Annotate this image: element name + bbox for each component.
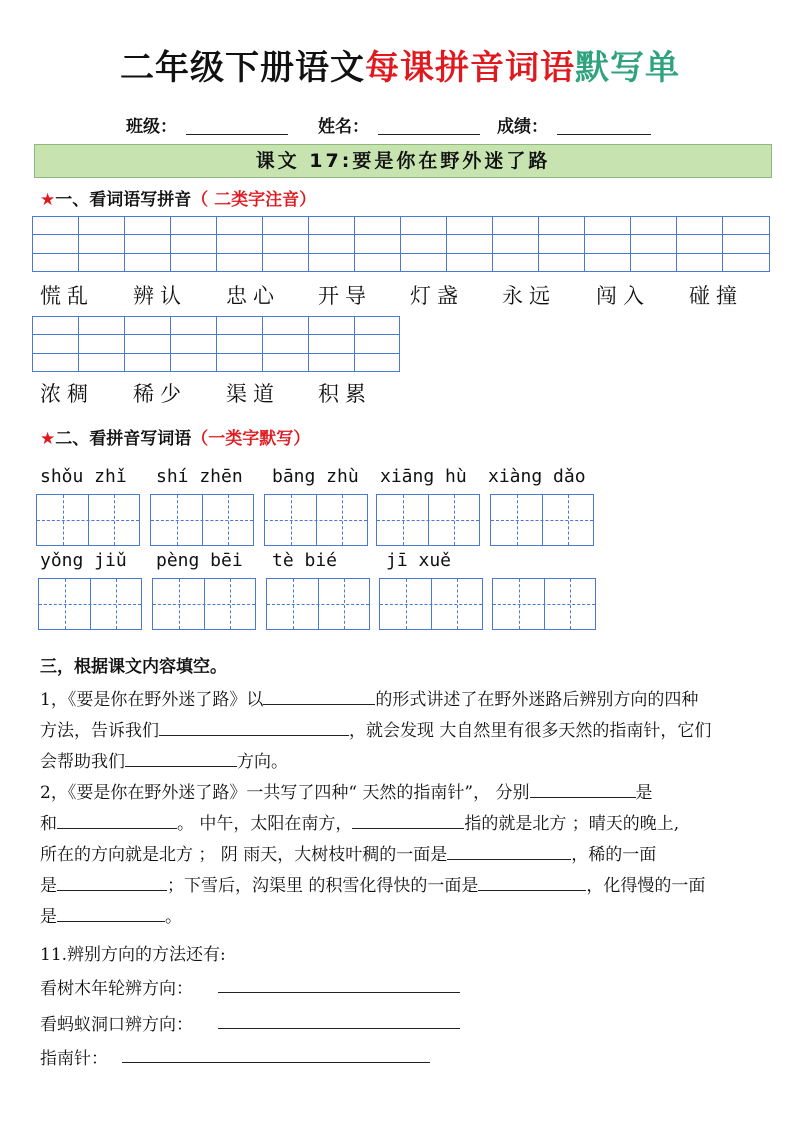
q1-text: 方向。: [237, 752, 288, 772]
word-item: 慌乱: [40, 284, 94, 308]
q2-blank-2[interactable]: [57, 812, 177, 829]
pinyin-grid-row2[interactable]: [32, 316, 400, 372]
writing-box[interactable]: [376, 494, 480, 546]
q2-text: 。: [165, 907, 182, 927]
pinyin-label: shí zhēn: [156, 466, 243, 487]
class-label: 班级：: [126, 117, 177, 137]
q1-line2: [40, 716, 711, 741]
q2-text: ，化得慢的一面: [586, 876, 706, 896]
q1-text: 会帮助我们: [40, 752, 125, 772]
lesson-banner: 课文 17:要是你在野外迷了路: [34, 144, 772, 178]
q1-blank-direction[interactable]: [125, 750, 237, 767]
word-item: 忠心: [226, 284, 280, 308]
q2-blank-4[interactable]: [447, 843, 571, 860]
q1-text: 的形式讲述了在野外迷路后辨别方向的四种: [375, 690, 699, 710]
word-item: 辨认: [133, 284, 187, 308]
word-item: 积累: [318, 382, 372, 406]
writing-box[interactable]: [379, 578, 483, 630]
q2-blank-6[interactable]: [478, 874, 586, 891]
star-icon: ★: [40, 429, 56, 449]
q2-text: 所在的方向就是北方 ； 阴 雨天，大树枝叶稠的一面是: [40, 845, 448, 865]
writing-box[interactable]: [152, 578, 256, 630]
q1-line1: [40, 685, 698, 710]
writing-box[interactable]: [150, 494, 254, 546]
q2-text: 是: [635, 783, 653, 803]
score-field[interactable]: [557, 134, 651, 135]
q2-blank-3[interactable]: [352, 812, 464, 829]
q1-blank-tell[interactable]: [159, 719, 349, 736]
q2-text: 。 中午，太阳在南方，: [177, 814, 353, 834]
title-part-grade: 二年级下册语文: [120, 48, 365, 88]
q2-text: 是: [40, 876, 57, 896]
writing-box[interactable]: [492, 578, 596, 630]
q3-compass-blank[interactable]: [122, 1062, 430, 1063]
section1-note: （ 二类字注音）: [191, 190, 317, 210]
q2-text: 2，《要是你在野外迷了路》一共写了四种“ 天然的指南针”， 分别: [40, 783, 530, 803]
q2-text: ；下雪后，沟渠里 的积雪化得快的一面是: [167, 876, 479, 896]
q2-line3: [40, 840, 656, 865]
pinyin-label: pèng bēi: [156, 550, 243, 571]
q2-blank-1[interactable]: [530, 781, 636, 798]
writing-box[interactable]: [490, 494, 594, 546]
pinyin-label: xiàng dǎo: [488, 466, 586, 487]
word-item: 碰撞: [689, 284, 743, 308]
section1-heading: [40, 185, 316, 210]
pinyin-grid-row1[interactable]: [32, 216, 770, 272]
pinyin-label: shǒu zhǐ: [40, 466, 127, 487]
score-label: 成绩：: [497, 117, 548, 137]
q3-tree-rings-label: 看树木年轮辨方向：: [40, 979, 193, 999]
pinyin-label: yǒng jiǔ: [40, 550, 127, 571]
word-item: 开导: [318, 284, 372, 308]
name-label: 姓名：: [318, 117, 369, 137]
star-icon: ★: [40, 190, 56, 210]
q1-blank-form[interactable]: [263, 688, 375, 705]
word-item: 闯入: [596, 284, 650, 308]
q2-text: ，稀的一面: [571, 845, 657, 865]
q1-text: 方法，告诉我们: [40, 721, 159, 741]
word-item: 永远: [502, 284, 556, 308]
q1-text: 1，《要是你在野外迷了路》以: [40, 690, 264, 710]
title-part-pinyin: 每课拼音词语: [365, 48, 575, 88]
q2-text: 是: [40, 907, 57, 927]
word-item: 灯盏: [410, 284, 464, 308]
q3-ant-hole-blank[interactable]: [218, 1028, 460, 1029]
section2-note: （一类字默写）: [191, 429, 311, 449]
student-info-row: [0, 108, 800, 138]
section3-heading: 三，根据课文内容填空。: [40, 657, 227, 677]
word-item: 稀少: [133, 382, 187, 406]
section2-label: 二、看拼音写词语: [55, 429, 192, 449]
pinyin-label: xiāng hù: [380, 466, 467, 487]
page-title: [0, 40, 800, 89]
pinyin-label: tè bié: [272, 550, 338, 571]
writing-box[interactable]: [266, 578, 370, 630]
writing-box[interactable]: [264, 494, 368, 546]
q1-line3: [40, 747, 288, 772]
title-part-dictation: 默写单: [575, 48, 680, 88]
q2-blank-7[interactable]: [57, 905, 165, 922]
q2-text: 指的就是北方 ；晴天的晚上,: [464, 814, 680, 834]
q2-text: 和: [40, 814, 57, 834]
q2-blank-5[interactable]: [57, 874, 167, 891]
q3-compass-label: 指南针：: [40, 1049, 108, 1069]
pinyin-label: jī xuě: [386, 550, 452, 571]
word-item: 浓稠: [40, 382, 94, 406]
section2-heading: [40, 424, 310, 449]
q2-line5: [40, 902, 182, 927]
name-field[interactable]: [378, 134, 480, 135]
pinyin-label: bāng zhù: [272, 466, 359, 487]
q2-line2: [40, 809, 679, 834]
q3-heading: 11.辨别方向的方法还有:: [40, 945, 226, 965]
writing-box[interactable]: [36, 494, 140, 546]
writing-box[interactable]: [38, 578, 142, 630]
q2-line4: [40, 871, 705, 896]
q3-tree-rings-blank[interactable]: [218, 992, 460, 993]
q2-line1: [40, 778, 653, 803]
word-item: 渠道: [226, 382, 280, 406]
q3-ant-hole-label: 看蚂蚁洞口辨方向：: [40, 1015, 193, 1035]
class-field[interactable]: [186, 134, 288, 135]
section1-label: 一、看词语写拼音: [55, 190, 192, 210]
q1-text: ，就会发现 大自然里有很多天然的指南针，它们: [349, 721, 712, 741]
